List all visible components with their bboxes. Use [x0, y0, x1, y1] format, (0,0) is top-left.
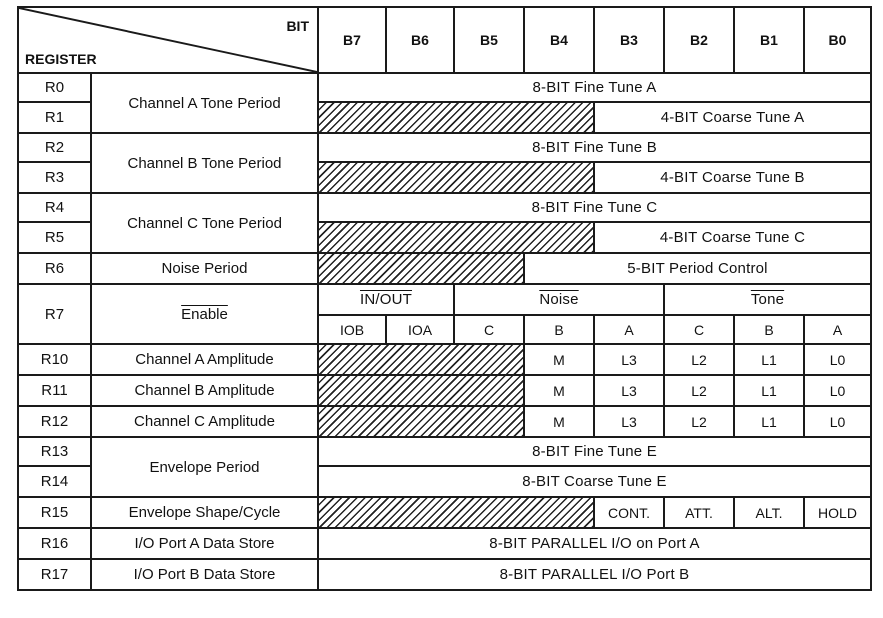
register-id: R17: [18, 559, 91, 590]
table-row-r11: [18, 375, 871, 406]
unused-bits-hatch: [318, 102, 594, 133]
register-description: I/O Port A Data Store: [91, 528, 318, 559]
group-noise: [454, 284, 664, 315]
bit-cell: L3: [594, 344, 664, 375]
bit-field: 8-BIT Fine Tune C: [318, 193, 871, 222]
bit-header-b5: B5: [454, 7, 524, 73]
bit-cell: CONT.: [594, 497, 664, 528]
bit-field: 8-BIT Fine Tune A: [318, 73, 871, 102]
register-description: Envelope Shape/Cycle: [91, 497, 318, 528]
bit-cell: HOLD: [804, 497, 871, 528]
register-id: R1: [18, 102, 91, 133]
table-row-r17: [18, 559, 871, 590]
bit-field: 8-BIT Coarse Tune E: [318, 466, 871, 497]
table-row-r7: [18, 284, 871, 315]
register-id: R15: [18, 497, 91, 528]
register-description: Noise Period: [91, 253, 318, 284]
bit-cell: M: [524, 375, 594, 406]
bit-cell: IOA: [386, 315, 454, 344]
bit-field: 4-BIT Coarse Tune C: [594, 222, 871, 253]
register-id: R12: [18, 406, 91, 437]
table-row-r2: [18, 133, 871, 162]
enable-label: Enable: [181, 305, 228, 323]
register-description: Channel C Amplitude: [91, 406, 318, 437]
bit-cell: L3: [594, 375, 664, 406]
register-description: Channel A Amplitude: [91, 344, 318, 375]
bit-header-b3: B3: [594, 7, 664, 73]
register-description: I/O Port B Data Store: [91, 559, 318, 590]
register-description: Channel C Tone Period: [91, 193, 318, 253]
group-noise-label: Noise: [539, 291, 579, 308]
bit-header-b6: B6: [386, 7, 454, 73]
unused-bits-hatch: [318, 222, 594, 253]
table-corner-header: [18, 7, 318, 73]
bit-cell: A: [594, 315, 664, 344]
group-tone-label: Tone: [750, 291, 785, 308]
register-table-container: [17, 6, 870, 601]
group-tone: [664, 284, 871, 315]
register-id: R16: [18, 528, 91, 559]
bit-axis-label: BIT: [286, 18, 309, 34]
unused-bits-hatch: [318, 375, 524, 406]
table-row-r10: [18, 344, 871, 375]
bit-cell: L0: [804, 406, 871, 437]
bit-cell: B: [734, 315, 804, 344]
bit-cell: L1: [734, 344, 804, 375]
bit-cell: M: [524, 406, 594, 437]
register-table: [17, 6, 872, 591]
register-description: Channel B Tone Period: [91, 133, 318, 193]
table-row-r4: [18, 193, 871, 222]
bit-field: 8-BIT Fine Tune B: [318, 133, 871, 162]
bit-cell: M: [524, 344, 594, 375]
bit-cell: L3: [594, 406, 664, 437]
register-description: Channel B Amplitude: [91, 375, 318, 406]
register-id: R5: [18, 222, 91, 253]
table-row-r13: [18, 437, 871, 466]
bit-field: 5-BIT Period Control: [524, 253, 871, 284]
table-row-r16: [18, 528, 871, 559]
register-description: Channel A Tone Period: [91, 73, 318, 133]
table-row-r12: [18, 406, 871, 437]
bit-cell: B: [524, 315, 594, 344]
unused-bits-hatch: [318, 253, 524, 284]
register-id: R4: [18, 193, 91, 222]
bit-cell: IOB: [318, 315, 386, 344]
group-inout-label: IN/OUT: [359, 291, 413, 308]
bit-field: 4-BIT Coarse Tune A: [594, 102, 871, 133]
bit-cell: C: [664, 315, 734, 344]
table-row-r0: [18, 73, 871, 102]
bit-header-b2: B2: [664, 7, 734, 73]
unused-bits-hatch: [318, 497, 594, 528]
group-inout: [318, 284, 454, 315]
register-id: R10: [18, 344, 91, 375]
bit-field: 4-BIT Coarse Tune B: [594, 162, 871, 193]
bit-cell: L0: [804, 375, 871, 406]
table-row-r15: [18, 497, 871, 528]
unused-bits-hatch: [318, 344, 524, 375]
bit-cell: ALT.: [734, 497, 804, 528]
bit-cell: C: [454, 315, 524, 344]
bit-field: 8-BIT Fine Tune E: [318, 437, 871, 466]
register-id: R14: [18, 466, 91, 497]
register-id: R2: [18, 133, 91, 162]
register-id: R7: [18, 284, 91, 344]
register-id: R11: [18, 375, 91, 406]
bit-header-b7: B7: [318, 7, 386, 73]
unused-bits-hatch: [318, 162, 594, 193]
bit-cell: L1: [734, 406, 804, 437]
bit-cell: ATT.: [664, 497, 734, 528]
register-id: R6: [18, 253, 91, 284]
bit-field: 8-BIT PARALLEL I/O on Port A: [318, 528, 871, 559]
register-axis-label: REGISTER: [25, 51, 97, 67]
bit-cell: L2: [664, 406, 734, 437]
bit-cell: L2: [664, 344, 734, 375]
register-id: R0: [18, 73, 91, 102]
register-description: Envelope Period: [91, 437, 318, 497]
bit-header-b4: B4: [524, 7, 594, 73]
register-id: R3: [18, 162, 91, 193]
bit-header-b0: B0: [804, 7, 871, 73]
register-id: R13: [18, 437, 91, 466]
bit-cell: L1: [734, 375, 804, 406]
bit-field: 8-BIT PARALLEL I/O Port B: [318, 559, 871, 590]
bit-header-b1: B1: [734, 7, 804, 73]
bit-cell: L0: [804, 344, 871, 375]
table-row-r6: [18, 253, 871, 284]
bit-cell: A: [804, 315, 871, 344]
header-row: [18, 7, 871, 73]
register-description: [91, 284, 318, 344]
bit-cell: L2: [664, 375, 734, 406]
unused-bits-hatch: [318, 406, 524, 437]
